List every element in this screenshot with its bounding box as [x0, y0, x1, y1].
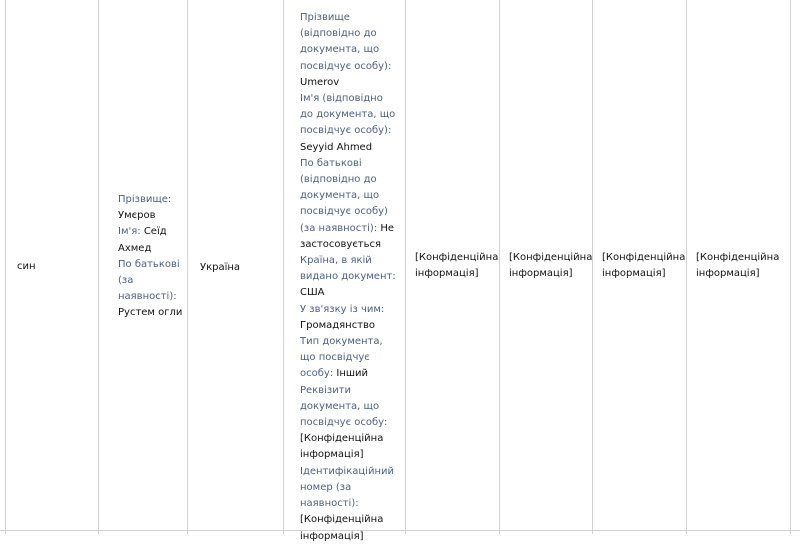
doc-surname-value: Umerov [300, 76, 340, 88]
confidential-cell [602, 250, 690, 282]
doc-first-name-label: Ім'я (відповідно до документа, що посвідчує особу): [300, 93, 396, 137]
name-cell [118, 192, 193, 322]
doc-type-value: Інший [336, 368, 369, 380]
patronymic-value: Рустем огли [118, 307, 183, 319]
column-divider [283, 0, 284, 534]
document-cell [300, 10, 398, 545]
doc-patronymic-label: По батькові (відповідно до документа, що посвідчує особу) (за наявності): [300, 157, 388, 234]
issuing-country-value: США [300, 287, 325, 299]
relation-cell [17, 259, 36, 275]
doc-patronymic-value: Не застосовується [300, 222, 394, 250]
patronymic-label: По батькові (за наявності): [118, 258, 180, 303]
reason-value: Громадянство [300, 319, 376, 331]
column-divider [98, 0, 99, 534]
confidential-value: [Конфіденційна інформація] [602, 252, 686, 280]
first-name-label: Ім'я: [118, 226, 141, 238]
doc-details-label: Реквізити документа, що посвідчує особу: [300, 384, 388, 429]
column-divider [405, 0, 406, 534]
confidential-cell [696, 250, 784, 282]
country-value: Україна [200, 262, 241, 273]
country-cell [200, 260, 240, 276]
id-number-label: Ідентифікаційний номер (за наявності): [300, 465, 394, 510]
confidential-cell [415, 250, 503, 282]
confidential-value: [Конфіденційна інформація] [696, 252, 780, 280]
relation-value: син [17, 261, 36, 272]
column-divider [5, 0, 6, 534]
confidential-value: [Конфіденційна інформація] [509, 252, 593, 280]
row-divider [0, 530, 800, 531]
surname-value: Умєров [118, 210, 156, 222]
first-name-value: Сеїд Ахмед [118, 226, 167, 254]
doc-details-value: [Конфіденційна інформація] [300, 433, 384, 461]
confidential-value: [Конфіденційна інформація] [415, 252, 499, 280]
reason-label: У зв'язку із чим: [300, 303, 385, 315]
surname-label: Прізвище: [118, 194, 172, 205]
id-number-value: [Конфіденційна інформація] [300, 514, 384, 542]
column-divider [790, 0, 791, 534]
confidential-cell [509, 250, 597, 282]
doc-surname-label: Прізвище (відповідно до документа, що посвідчує особу): [300, 12, 392, 72]
doc-first-name-value: Seyyid Ahmed [300, 141, 373, 153]
issuing-country-label: Країна, в якій видано документ: [300, 255, 396, 283]
doc-type-label: Тип документа, що посвідчує особу: [300, 336, 383, 380]
